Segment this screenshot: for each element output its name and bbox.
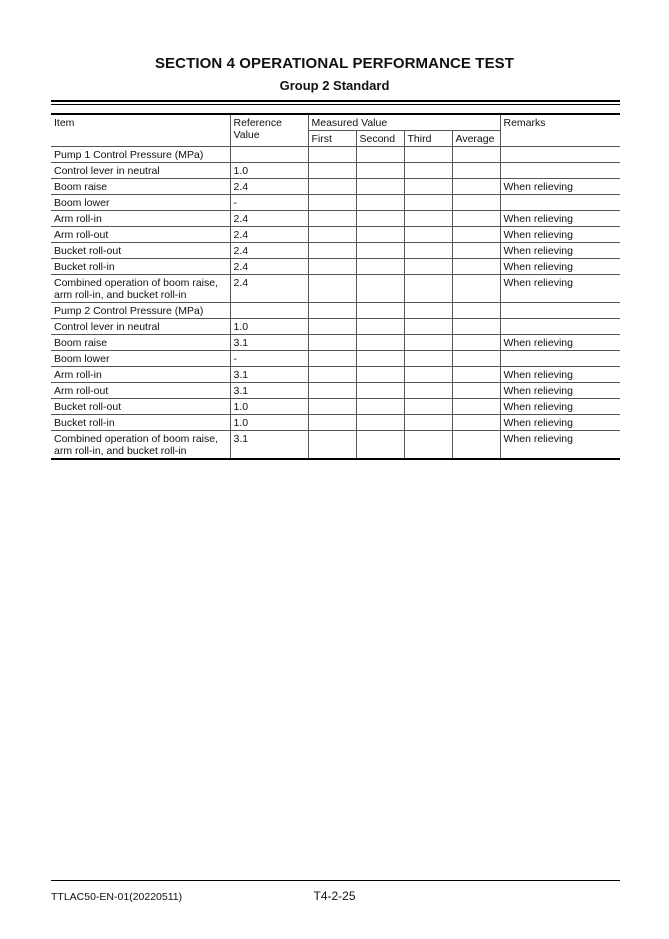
row-reference: 1.0 (230, 163, 308, 179)
row-remarks: When relieving (500, 335, 620, 351)
row-remarks: When relieving (500, 367, 620, 383)
document-code: TTLAC50-EN-01(20220511) (51, 891, 183, 903)
row-reference: - (230, 351, 308, 367)
group-label: Pump 2 Control Pressure (MPa) (51, 303, 230, 319)
table-row (51, 399, 620, 415)
col-header-third: Third (404, 131, 452, 147)
row-item: Arm roll-out (51, 383, 230, 399)
row-reference: 2.4 (230, 259, 308, 275)
col-header-first: First (308, 131, 356, 147)
table-row (51, 351, 620, 367)
row-item: Control lever in neutral (51, 163, 230, 179)
row-remarks: When relieving (500, 383, 620, 399)
row-item: Boom raise (51, 179, 230, 195)
table-header-row (51, 114, 620, 131)
row-item: Bucket roll-in (51, 415, 230, 431)
row-remarks (500, 163, 620, 179)
row-item: Boom raise (51, 335, 230, 351)
row-reference: 1.0 (230, 399, 308, 415)
row-reference: 1.0 (230, 319, 308, 335)
row-item: Arm roll-in (51, 367, 230, 383)
row-reference: 3.1 (230, 367, 308, 383)
header-rule-thin (51, 104, 620, 105)
table-row (51, 195, 620, 211)
col-header-item: Item (51, 114, 230, 147)
table-row (51, 431, 620, 460)
group-header-row (51, 303, 620, 319)
col-header-second: Second (356, 131, 404, 147)
row-remarks: When relieving (500, 227, 620, 243)
performance-table (51, 113, 620, 460)
section-title: SECTION 4 OPERATIONAL PERFORMANCE TEST (154, 55, 515, 72)
section-subtitle: Group 2 Standard (279, 78, 390, 93)
table-row (51, 319, 620, 335)
group-header-row (51, 147, 620, 163)
table-row (51, 163, 620, 179)
row-reference: 2.4 (230, 211, 308, 227)
row-remarks: When relieving (500, 179, 620, 195)
footer-rule (51, 880, 620, 881)
row-item: Boom lower (51, 195, 230, 211)
row-reference: 2.4 (230, 227, 308, 243)
row-remarks: When relieving (500, 211, 620, 227)
row-reference: 1.0 (230, 415, 308, 431)
row-remarks: When relieving (500, 259, 620, 275)
col-header-average: Average (452, 131, 500, 147)
row-item: Arm roll-out (51, 227, 230, 243)
col-header-reference: Reference Value (230, 114, 308, 147)
row-item: Bucket roll-out (51, 243, 230, 259)
row-item: Bucket roll-in (51, 259, 230, 275)
row-reference: 2.4 (230, 275, 308, 303)
table-row (51, 335, 620, 351)
row-reference: 3.1 (230, 431, 308, 460)
table-row (51, 367, 620, 383)
table-row (51, 415, 620, 431)
row-reference: 2.4 (230, 179, 308, 195)
col-header-measured: Measured Value (308, 114, 500, 131)
row-remarks: When relieving (500, 243, 620, 259)
table-row (51, 227, 620, 243)
table-row (51, 275, 620, 303)
header-rule-thick (51, 100, 620, 102)
row-item: Arm roll-in (51, 211, 230, 227)
row-remarks: When relieving (500, 399, 620, 415)
row-reference: - (230, 195, 308, 211)
row-reference: 3.1 (230, 383, 308, 399)
table-row (51, 243, 620, 259)
table-row (51, 211, 620, 227)
row-reference: 2.4 (230, 243, 308, 259)
row-remarks (500, 351, 620, 367)
group-label: Pump 1 Control Pressure (MPa) (51, 147, 230, 163)
col-header-remarks: Remarks (500, 114, 620, 147)
table-row (51, 179, 620, 195)
row-remarks: When relieving (500, 431, 620, 460)
row-remarks (500, 319, 620, 335)
table-row (51, 383, 620, 399)
row-item: Bucket roll-out (51, 399, 230, 415)
row-remarks: When relieving (500, 275, 620, 303)
row-item: Combined operation of boom raise, arm roll-in, and bucket roll-in (51, 431, 230, 460)
row-item: Boom lower (51, 351, 230, 367)
row-item: Control lever in neutral (51, 319, 230, 335)
row-item: Combined operation of boom raise, arm roll-in, and bucket roll-in (51, 275, 230, 303)
page-number: T4-2-25 (313, 889, 356, 903)
row-reference: 3.1 (230, 335, 308, 351)
row-remarks: When relieving (500, 415, 620, 431)
row-remarks (500, 195, 620, 211)
table-row (51, 259, 620, 275)
